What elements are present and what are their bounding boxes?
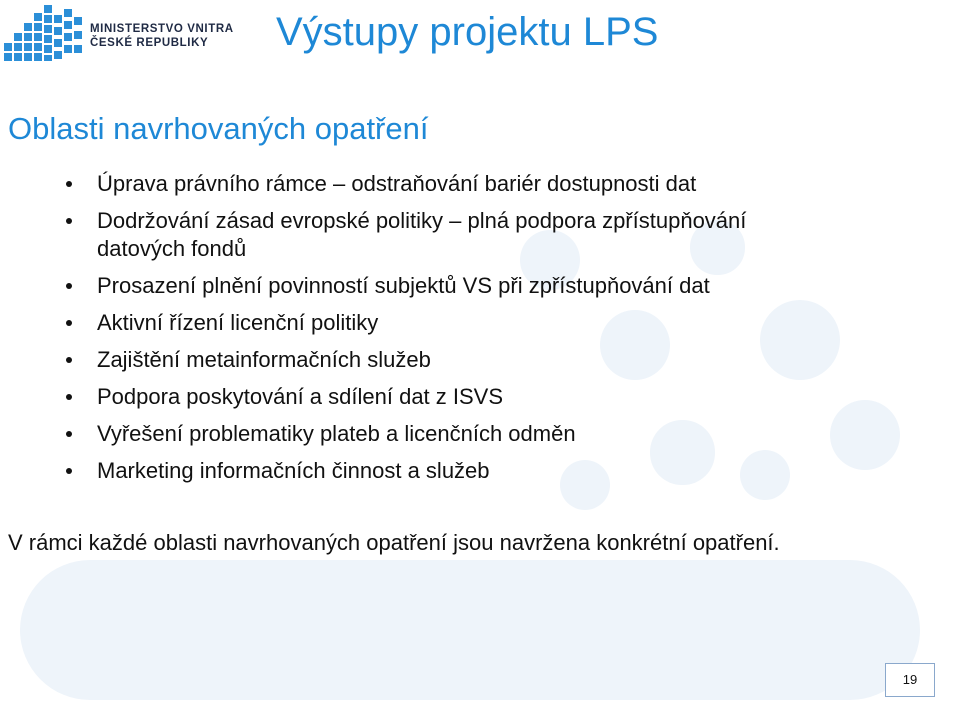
bullet-item bbox=[0, 457, 897, 485]
bullet-text: Vyřešení problematiky plateb a licenčních odměn bbox=[97, 421, 576, 446]
closing-note: V rámci každé oblasti navrhovaných opatření jsou navržena konkrétní opatření. bbox=[8, 530, 780, 555]
bullet-icon bbox=[66, 218, 72, 224]
bullet-icon bbox=[66, 394, 72, 400]
ministry-logo-icon bbox=[4, 5, 86, 63]
measures-bullet-list bbox=[0, 170, 897, 494]
bullet-icon bbox=[66, 431, 72, 437]
bullet-text: Prosazení plnění povinností subjektů VS při zpřístupňování dat bbox=[97, 273, 710, 298]
bullet-text: Podpora poskytování a sdílení dat z ISVS bbox=[97, 384, 504, 409]
bullet-icon bbox=[66, 357, 72, 363]
bullet-item bbox=[0, 170, 897, 198]
ministry-logo-text bbox=[90, 22, 234, 50]
bullet-icon bbox=[66, 283, 72, 289]
bullet-item bbox=[0, 272, 897, 300]
bullet-text: Úprava právního rámce – odstraňování bariér dostupnosti dat bbox=[97, 171, 697, 196]
bullet-item bbox=[0, 420, 897, 448]
section-subtitle: Oblasti navrhovaných opatření bbox=[8, 111, 429, 146]
bullet-text: Dodržování zásad evropské politiky – plná podpora zpřístupňování datových fondů bbox=[97, 208, 747, 261]
bullet-item bbox=[0, 309, 897, 337]
bullet-text: Marketing informačních činnost a služeb bbox=[97, 458, 490, 483]
bullet-icon bbox=[66, 320, 72, 326]
bullet-item bbox=[0, 207, 897, 263]
bullet-icon bbox=[66, 181, 72, 187]
bullet-text: Aktivní řízení licenční politiky bbox=[97, 310, 379, 335]
bullet-icon bbox=[66, 468, 72, 474]
page-number: 19 bbox=[885, 663, 935, 697]
bullet-item bbox=[0, 346, 897, 374]
bullet-item bbox=[0, 383, 897, 411]
logo-line-2: ČESKÉ REPUBLIKY bbox=[90, 37, 209, 49]
slide-title: Výstupy projektu LPS bbox=[276, 10, 659, 54]
logo-line-1: MINISTERSTVO VNITRA bbox=[90, 23, 234, 35]
bullet-text: Zajištění metainformačních služeb bbox=[97, 347, 431, 372]
